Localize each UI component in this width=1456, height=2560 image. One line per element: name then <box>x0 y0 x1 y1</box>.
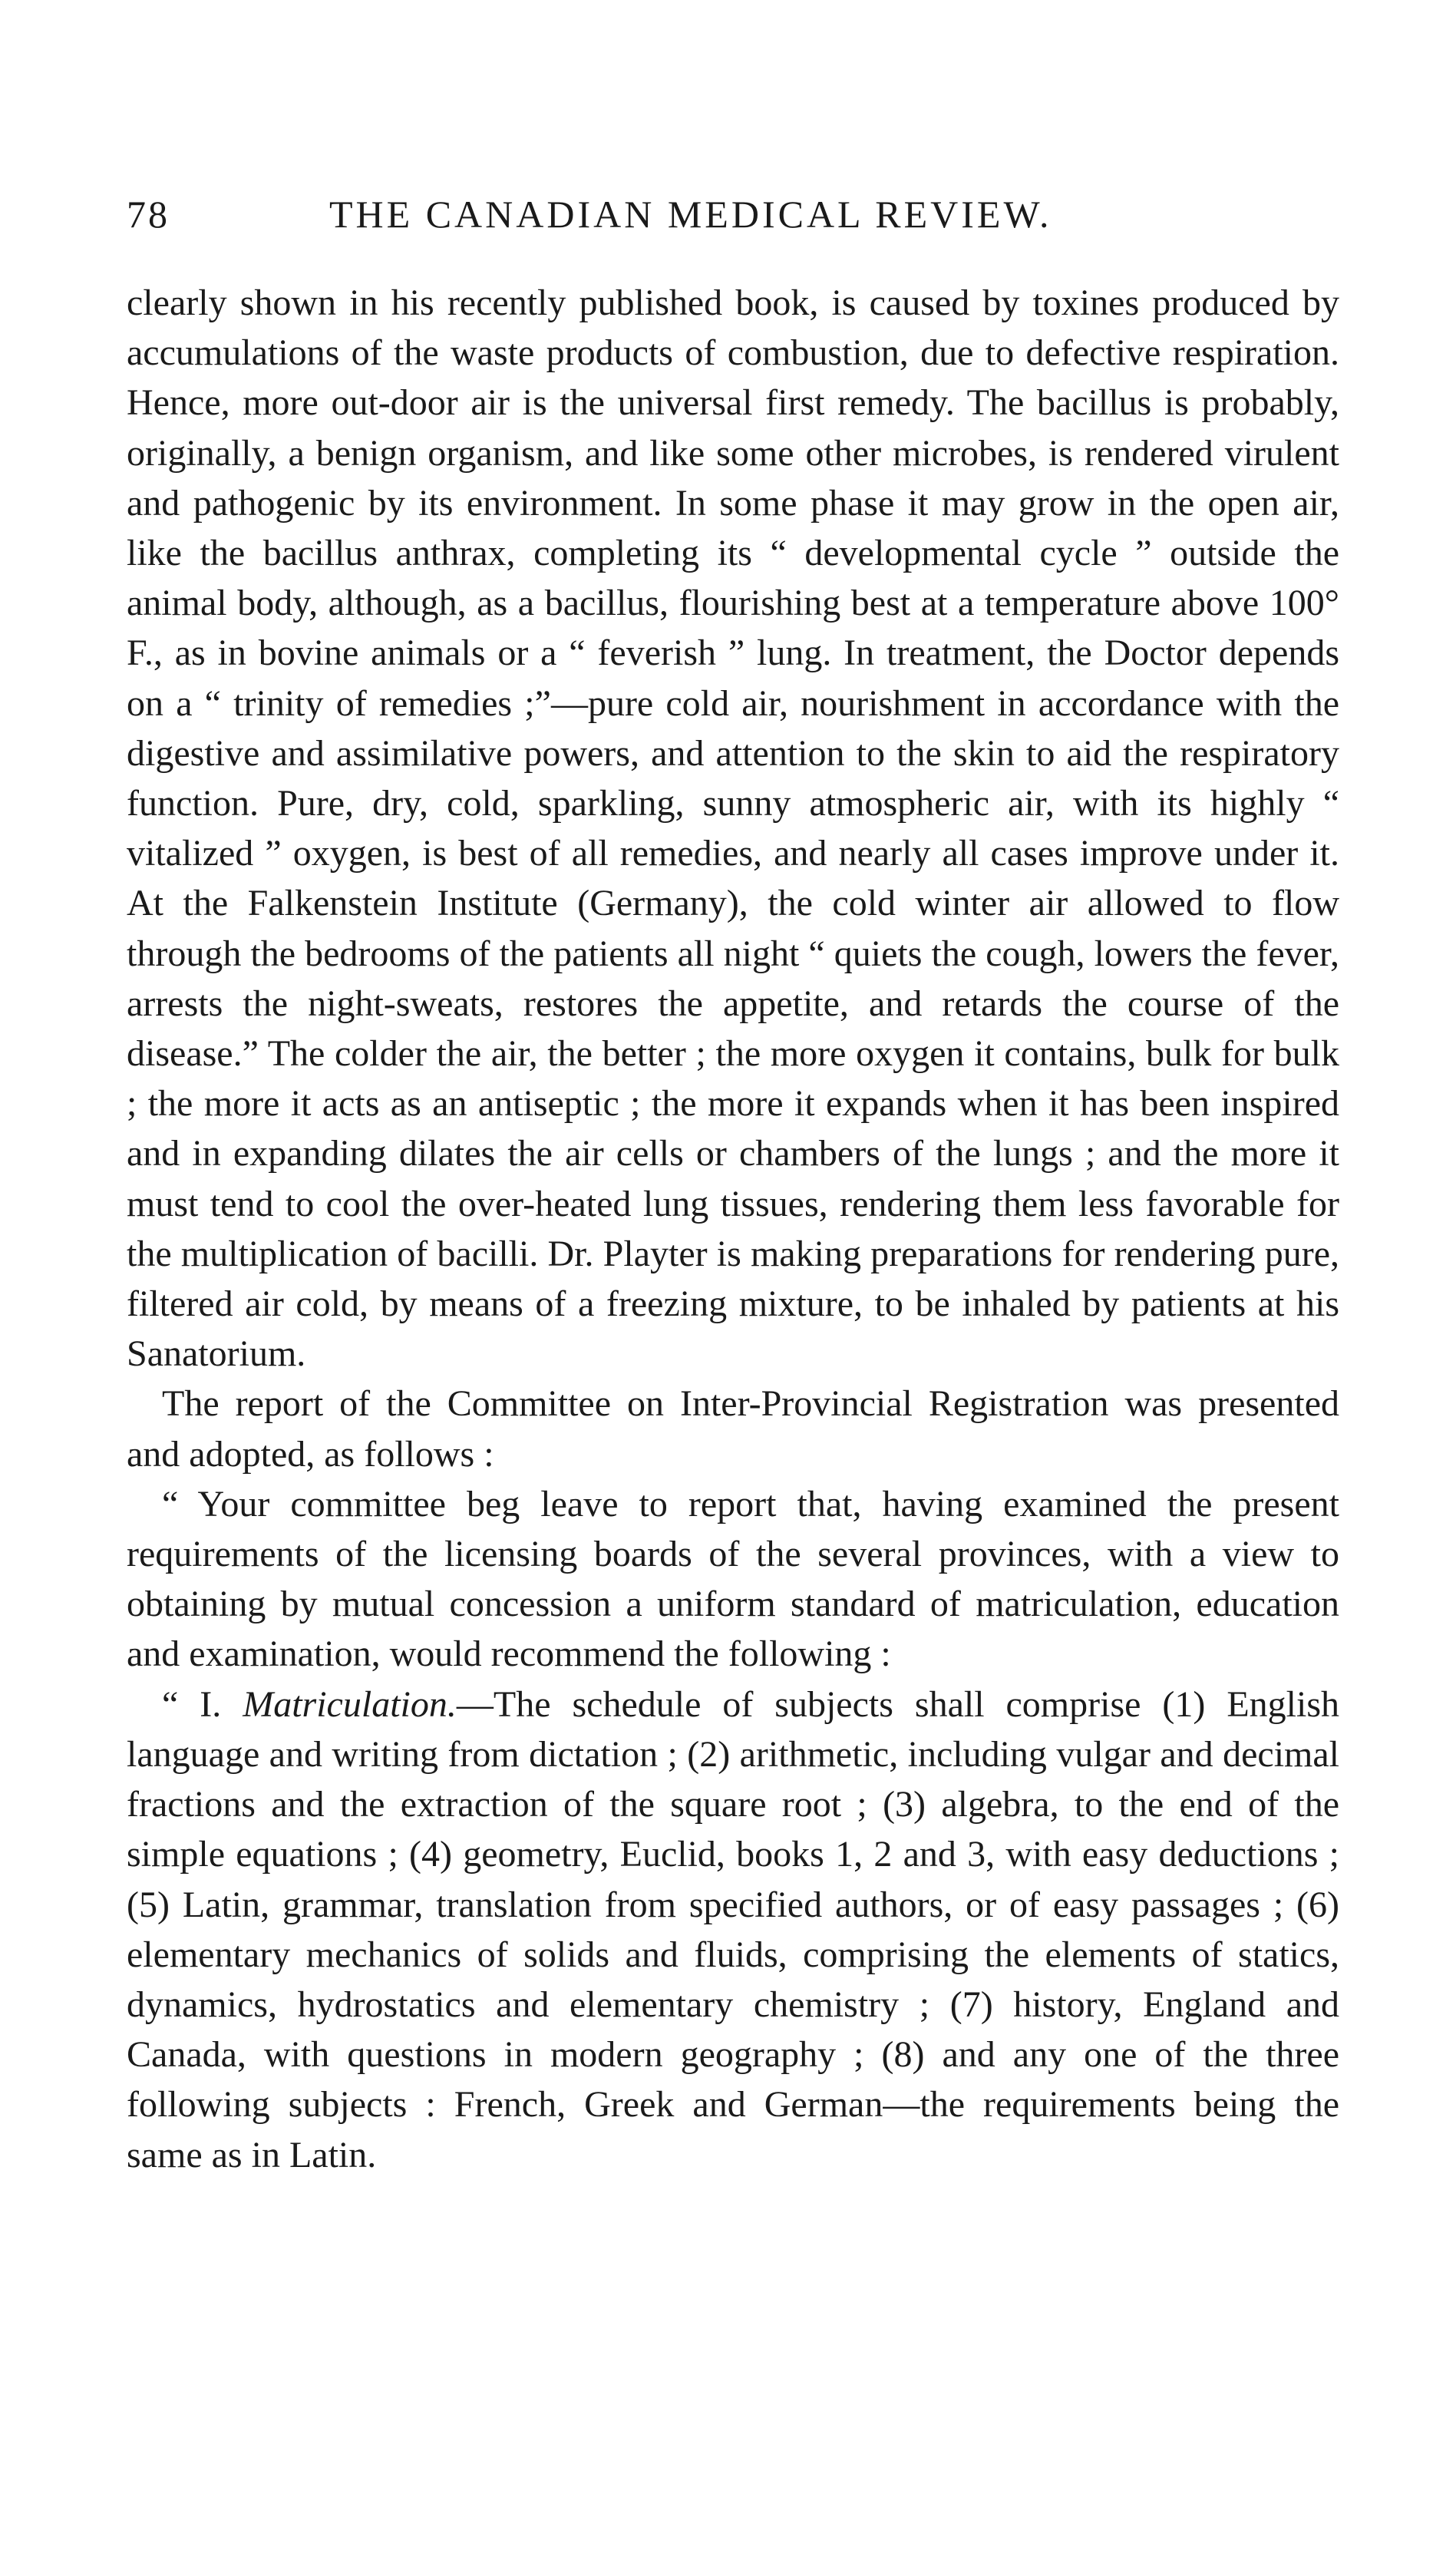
article-body <box>127 278 1339 2180</box>
running-title: THE CANADIAN MEDICAL REVIEW. <box>329 193 1052 236</box>
paragraph-continued: clearly shown in his recently published book, is caused by toxines produced by accumulations of the waste products of combustion, due to defective respiration. Hence, more out-door air is the universal first remedy. The bacillus is probably, originally, a benign organism, and like some other microbes, is rendered virulent and pathogenic by its environment. In some phase it may grow in the open air, like the bacillus anthrax, completing its “ developmental cycle ” outside the animal body, although, as a bacillus, flourishing best at a temperature above 100° F., as in bovine animals or a “ feverish ” lung. In treatment, the Doctor depends on a “ trinity of remedies ;”—pure cold air, nourishment in accordance with the digestive and assimilative powers, and attention to the skin to aid the respiratory function. Pure, dry, cold, sparkling, sunny atmospheric air, with its highly “ vitalized ” oxygen, is best of all remedies, and nearly all cases improve under it. At the Falkenstein Institute (Germany), the cold winter air allowed to flow through the bedrooms of the patients all night “ quiets the cough, lowers the fever, arrests the night-sweats, restores the appetite, and retards the course of the disease.” The colder the air, the better ; the more oxygen it contains, bulk for bulk ; the more it acts as an antiseptic ; the more it expands when it has been inspired and in expanding dilates the air cells or chambers of the lungs ; and the more it must tend to cool the over-heated lung tissues, rendering them less favorable for the multiplication of bacilli. Dr. Playter is making preparations for rendering pure, filtered air cold, by means of a freezing mixture, to be inhaled by patients at his Sanatorium. <box>127 282 1339 1375</box>
paragraph-committee-recommendation: “ Your committee beg leave to report that, having examined the present requirements of the licensing boards of the several provinces, with a view to obtaining by mutual concession a uniform standard of matriculation, education and examination, would recommend the following : <box>127 1483 1339 1675</box>
document-page <box>127 192 1339 2180</box>
paragraph-committee-report: The report of the Committee on Inter-Provincial Registration was presented and adopted, as follows : <box>127 1383 1339 1475</box>
section-text: —The schedule of subjects shall comprise (1) English language and writing from dictation ; (2) arithmetic, including vulgar and decimal fractions and the extraction of the square root ; (3) algebra, to the end of the simple equations ; (4) geometry, Euclid, books 1, 2 and 3, with easy deductions ; (5) Latin, grammar, translation from specified authors, or of easy passages ; (6) elementary mechanics of solids and fluids, comprising the elements of statics, dynamics, hydrostatics and elementary chemistry ; (7) history, England and Canada, with questions in modern geography ; (8) and any one of the three following subjects : French, Greek and German—the requirements being the same as in Latin. <box>127 1683 1340 2175</box>
paragraph-matriculation <box>127 1680 1339 2180</box>
page-number: 78 <box>127 193 170 236</box>
section-lead: “ I. <box>162 1683 243 1725</box>
page-header <box>127 192 1339 253</box>
section-heading-matriculation: Matriculation. <box>243 1683 457 1725</box>
